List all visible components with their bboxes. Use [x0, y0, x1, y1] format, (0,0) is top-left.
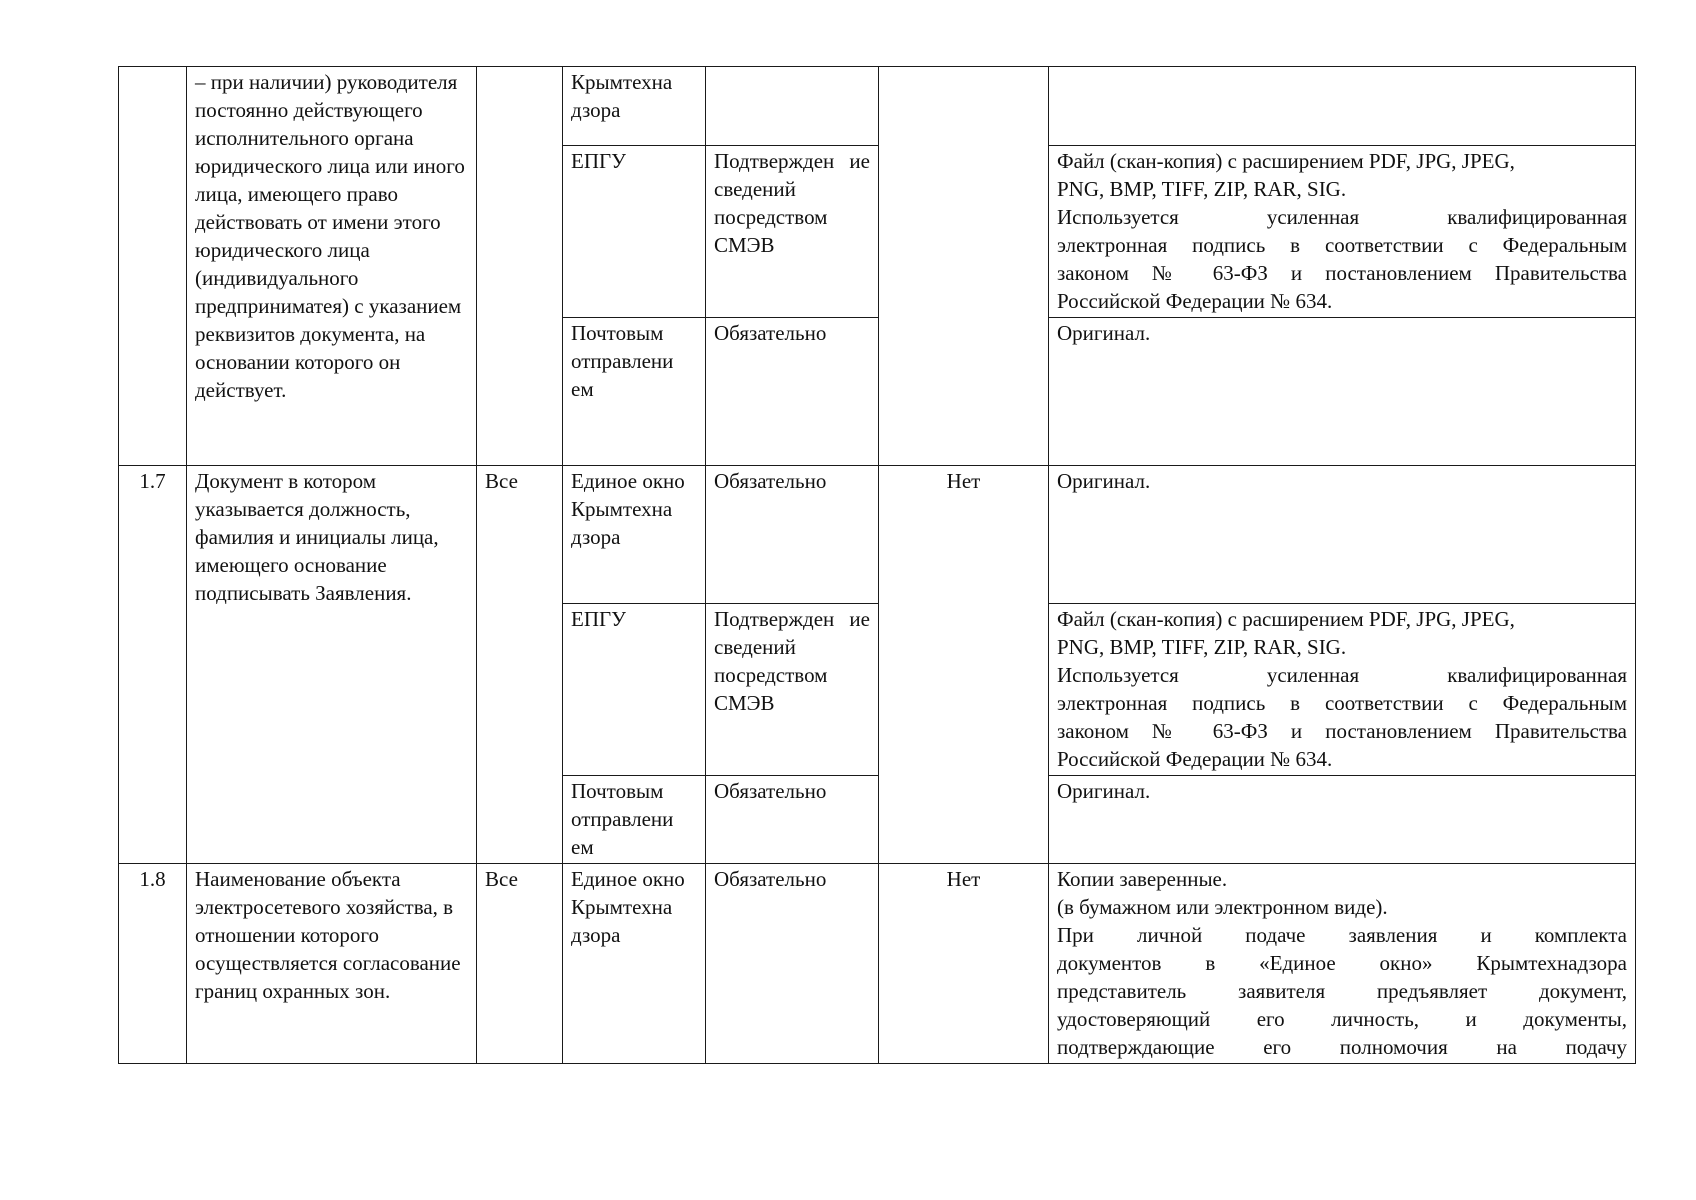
submission-channel: Почтовым отправлени ем: [563, 318, 706, 466]
submission-channel: Почтовым отправлени ем: [563, 776, 706, 864]
documents-table: [118, 66, 1636, 1064]
table-row: [119, 466, 1636, 604]
format-cell: [1049, 146, 1636, 318]
row-number-cell: [119, 67, 187, 466]
format-line: PNG, BMP, TIFF, ZIP, RAR, SIG.: [1057, 635, 1347, 659]
submission-channel: Единое окно Крымтехна дзора: [563, 466, 706, 604]
format-line: представитель заявителя предъявляет документ,: [1057, 979, 1627, 1003]
channel-status: Подтвержден ие сведений посредством СМЭВ: [706, 604, 879, 776]
format-line: законом № 63-ФЗ и постановлением Правительства: [1057, 719, 1627, 743]
format-line: электронная подпись в соответствии с Федеральным: [1057, 691, 1627, 715]
row-number: 1.7: [119, 466, 187, 864]
applicant-category: Все: [477, 466, 563, 864]
format-line: PNG, BMP, TIFF, ZIP, RAR, SIG.: [1057, 177, 1347, 201]
submission-channel: ЕПГУ: [563, 604, 706, 776]
format-line: Используется усиленная квалифицированная: [1057, 663, 1627, 687]
format-line: подтверждающие его полномочия на подачу: [1057, 1035, 1627, 1059]
format-cell: Оригинал.: [1049, 466, 1636, 604]
format-line: Российской Федерации № 634.: [1057, 747, 1333, 771]
row-number: 1.8: [119, 864, 187, 1064]
format-cell: Оригинал.: [1049, 776, 1636, 864]
submission-channel: ЕПГУ: [563, 146, 706, 318]
requirement-cell: Нет: [879, 466, 1049, 864]
format-line: Файл (скан-копия) с расширением PDF, JPG, JPEG,: [1057, 607, 1515, 631]
channel-status: Подтвержден ие сведений посредством СМЭВ: [706, 146, 879, 318]
format-cell: [1049, 864, 1636, 1064]
channel-status: Обязательно: [706, 776, 879, 864]
submission-channel: Единое окно Крымтехна дзора: [563, 864, 706, 1064]
applicant-category: Все: [477, 864, 563, 1064]
table-row: [119, 67, 1636, 146]
document-description: Документ в котором указывается должность, фамилия и инициалы лица, имеющего основание подписывать Заявления.: [187, 466, 477, 864]
document-description: Наименование объекта электросетевого хозяйства, в отношении которого осуществляется согласование границ охранных зон.: [187, 864, 477, 1064]
format-line: законом № 63-ФЗ и постановлением Правительства: [1057, 261, 1627, 285]
format-line: удостоверяющий его личность, и документы,: [1057, 1007, 1627, 1031]
format-line: При личной подаче заявления и комплекта: [1057, 923, 1627, 947]
requirement-cell: [879, 67, 1049, 466]
format-cell: Оригинал.: [1049, 318, 1636, 466]
format-line: электронная подпись в соответствии с Федеральным: [1057, 233, 1627, 257]
channel-status: Обязательно: [706, 318, 879, 466]
format-line: Используется усиленная квалифицированная: [1057, 205, 1627, 229]
format-line: Файл (скан-копия) с расширением PDF, JPG, JPEG,: [1057, 149, 1515, 173]
requirement-cell: Нет: [879, 864, 1049, 1064]
channel-status: Обязательно: [706, 864, 879, 1064]
document-description: – при наличии) руководителя постоянно действующего исполнительного органа юридического лица или иного лица, имеющего право действовать от имени этого юридического лица (индивидуального предприниматея) с указанием реквизитов документа, на основании которого он действует.: [187, 67, 477, 466]
format-line: Российской Федерации № 634.: [1057, 289, 1333, 313]
format-line: (в бумажном или электронном виде).: [1057, 895, 1388, 919]
channel-status: [706, 67, 879, 146]
submission-channel: Крымтехна дзора: [563, 67, 706, 146]
format-cell: [1049, 67, 1636, 146]
applicant-category: [477, 67, 563, 466]
format-line: документов в «Единое окно» Крымтехнадзора: [1057, 951, 1627, 975]
format-line: Копии заверенные.: [1057, 867, 1228, 891]
channel-status: Обязательно: [706, 466, 879, 604]
table-row: [119, 864, 1636, 1064]
format-cell: [1049, 604, 1636, 776]
